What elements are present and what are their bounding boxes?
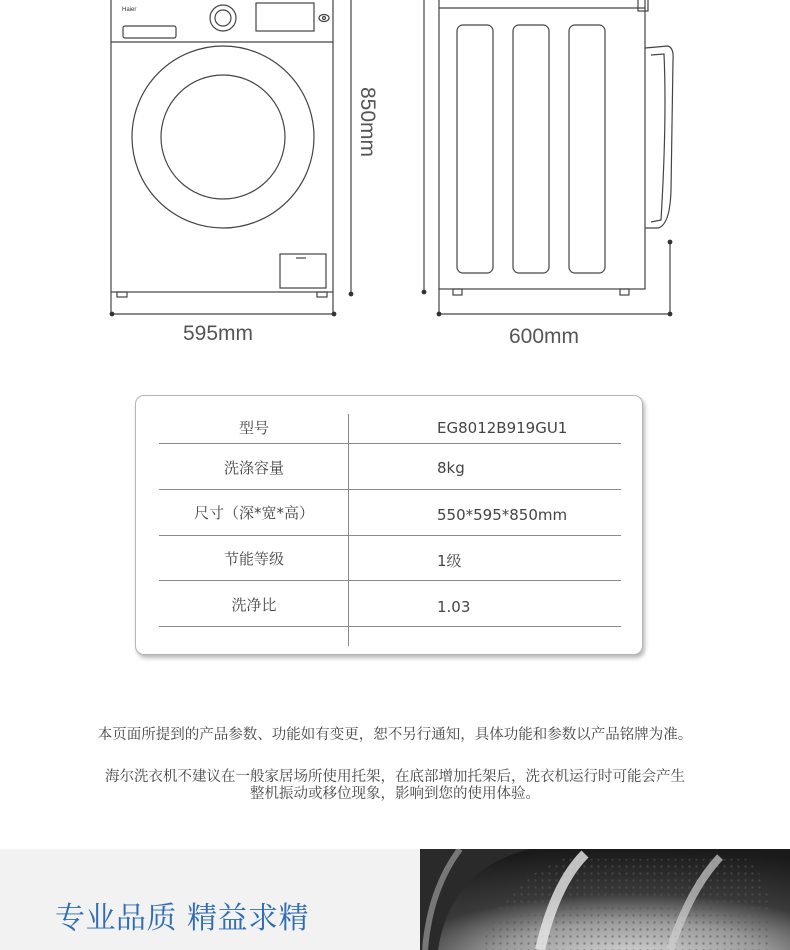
warning-text-line2: 整机振动或移位现象，影响到您的使用体验。 [250,786,540,802]
spec-value: 1级 [437,552,462,570]
spec-row-wash-ratio [159,581,621,627]
control-display [256,3,314,31]
filter-cover [280,254,326,288]
spec-key: 尺寸（深*宽*高） [193,504,314,522]
front-cabinet [111,0,333,292]
spec-row-dimensions [159,490,621,536]
detergent-drawer [123,26,176,38]
spec-value: 550*595*850mm [437,506,568,524]
banner-title: 专业品质 精益求精 [55,901,310,936]
spec-row-energy-grade [159,536,621,581]
side-panel-rib-2 [513,25,549,273]
door-outer-ring [132,46,314,228]
height-label: 850mm [356,86,380,158]
spec-row-model [159,413,621,444]
power-button [319,15,329,22]
spec-row-capacity [159,444,621,490]
spec-value: EG8012B919GU1 [437,419,568,437]
brand-logo-text: Haier [122,7,137,13]
side-panel-rib-3 [569,25,605,273]
side-depth-label: 600mm [509,325,580,348]
spec-key: 型号 [238,419,269,437]
spec-value: 8kg [437,459,465,477]
side-cabinet [439,0,645,289]
dimension-diagram [0,0,790,360]
disclaimer-text: 本页面所提到的产品参数、功能如有变更，恕不另行通知，具体功能和参数以产品铭牌为准。 [97,727,693,743]
spec-key: 洗涤容量 [223,459,284,477]
quality-banner [0,849,790,950]
front-width-label: 595mm [183,322,254,345]
program-knob [210,5,236,31]
door-glass [161,75,285,199]
warning-text-line1: 海尔洗衣机不建议在一般家居场所使用托架，在底部增加托架后，洗衣机运行时可能会产生 [105,769,685,785]
side-panel-rib-1 [457,25,493,273]
spec-value: 1.03 [437,598,471,616]
spec-key: 节能等级 [223,550,284,568]
side-door-profile [645,46,673,228]
spec-key: 洗净比 [231,596,277,614]
drum-photo [420,849,790,950]
spec-table [135,395,643,655]
washer-line-drawing [0,0,790,360]
